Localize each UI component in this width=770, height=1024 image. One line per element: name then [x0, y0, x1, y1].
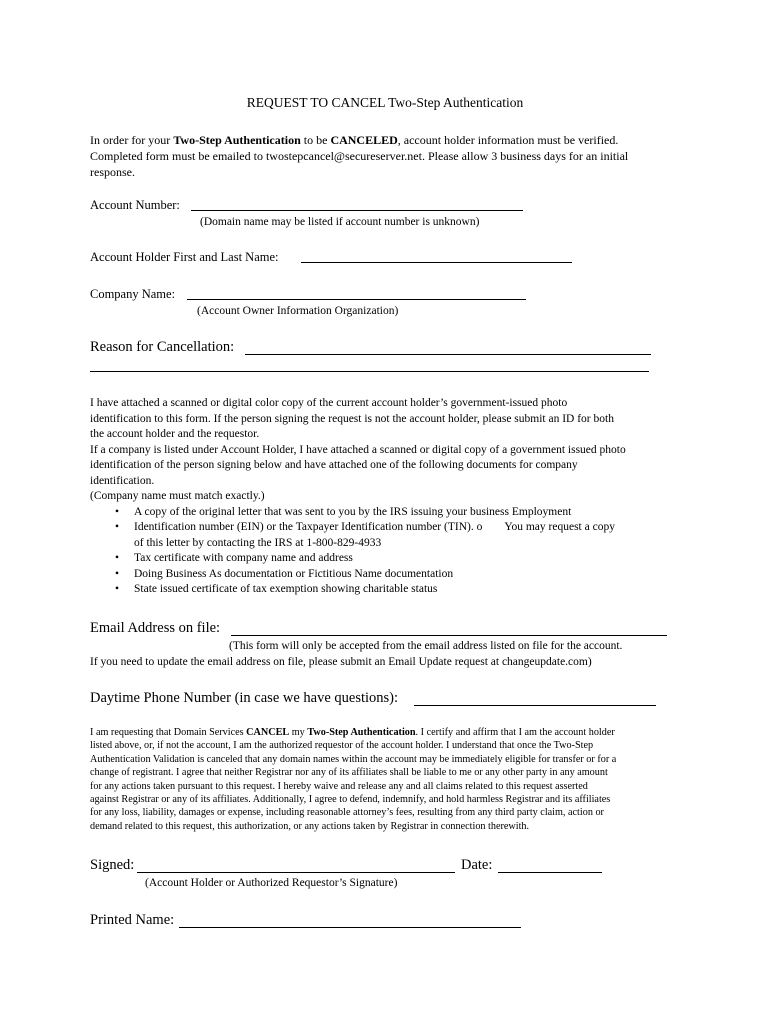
phone-label: Daytime Phone Number (in case we have questions): — [90, 690, 399, 706]
email-label: Email Address on file: — [90, 620, 221, 636]
reason-field-line-2[interactable] — [90, 371, 649, 372]
intro-line-3: response. — [90, 165, 135, 179]
email-update-note: If you need to update the email address on file, please submit an Email Update request at changeupdate.com) — [90, 656, 592, 668]
id-section — [90, 396, 626, 598]
list-item: • A copy of the original letter that was sent to you by the IRS issuing your business Employment — [115, 505, 572, 518]
holder-name-field[interactable] — [301, 262, 572, 263]
company-name-label: Company Name: — [90, 287, 176, 301]
intro-paragraph — [90, 132, 628, 180]
list-item: • Identification number (EIN) or the Taxpayer Identification number (TIN). o You may request a copy — [115, 521, 615, 533]
list-item: • State issued certificate of tax exemption showing charitable status — [115, 583, 438, 595]
date-label: Date: — [461, 857, 493, 873]
reason-field-line-1[interactable] — [245, 354, 651, 355]
account-number-field[interactable] — [191, 210, 523, 211]
company-docs-list — [90, 505, 626, 598]
id-line-5: identification of the person signing below and have attached one of the following documents for company — [90, 459, 578, 471]
signed-label: Signed: — [90, 857, 135, 873]
id-line-1: I have attached a scanned or digital color copy of the current account holder’s government-issued photo — [90, 397, 568, 409]
id-line-6: identification. — [90, 474, 155, 487]
email-field[interactable] — [231, 635, 667, 636]
intro-line-1: In order for your Two-Step Authentication to be CANCELED, account holder information must be verified. — [90, 133, 619, 147]
list-item: • Tax certificate with company name and address — [115, 552, 353, 564]
terms-line-6: against Registrar or any of its affiliates. Additionally, I agree to defend, indemnify, and hold harmless Registrar and its affiliates — [90, 794, 611, 806]
intro-line-2: Completed form must be emailed to twostepcancel@secureserver.net. Please allow 3 business days for an initial — [90, 149, 629, 163]
list-item: • Doing Business As documentation or Fictitious Name documentation — [115, 567, 454, 580]
company-note: (Account Owner Information Organization) — [197, 305, 399, 317]
date-field[interactable] — [498, 872, 602, 873]
company-name-field[interactable] — [187, 299, 526, 300]
id-line-2: identification to this form. If the person signing the request is not the account holder, please submit an ID for both — [90, 412, 614, 425]
account-number-label: Account Number: — [90, 198, 180, 212]
terms-line-7: for any loss, liability, damages or expense, including reasonable attorney’s fees, resulting from any third party claim, action or — [90, 807, 604, 819]
terms-line-8: demand related to this request, this authorization, or any actions taken by Registrar in connection therewith. — [90, 820, 530, 832]
printed-name-label: Printed Name: — [90, 912, 175, 928]
reason-label: Reason for Cancellation: — [90, 339, 235, 355]
signature-note: (Account Holder or Authorized Requestor’s Signature) — [145, 877, 398, 889]
signature-field[interactable] — [137, 872, 455, 873]
email-note: (This form will only be accepted from the email address listed on file for the account. — [229, 640, 623, 652]
id-line-3: the account holder and the requestor. — [90, 428, 260, 440]
id-line-7: (Company name must match exactly.) — [90, 490, 265, 502]
terms-paragraph — [90, 726, 616, 833]
terms-line-3: Authentication Validation is canceled that any domain names within the account may be immediately eligible for transfer or for a — [90, 753, 617, 765]
terms-line-1: I am requesting that Domain Services CANCEL my Two-Step Authentication. I certify and affirm that I am the account holder — [90, 727, 615, 738]
account-number-note: (Domain name may be listed if account number is unknown) — [200, 216, 480, 228]
terms-line-2: listed above, or, if not the account, I am the authorized requestor of the account holder. I understand that once the Two-Step — [90, 740, 594, 752]
phone-field[interactable] — [414, 705, 656, 706]
id-line-4: If a company is listed under Account Holder, I have attached a scanned or digital copy of a government issued photo — [90, 443, 626, 456]
printed-name-field[interactable] — [179, 927, 521, 928]
page-title: REQUEST TO CANCEL Two-Step Authentication — [246, 95, 524, 110]
list-item-continuation: of this letter by contacting the IRS at 1-800-829-4933 — [134, 536, 382, 549]
terms-line-5: for any actions taken pursuant to this request. I hereby waive and release any and all claims related to this request asserted — [90, 780, 588, 792]
holder-name-label: Account Holder First and Last Name: — [90, 250, 279, 264]
terms-line-4: change of registrant. I agree that neither Registrar nor any of its affiliates shall be liable to me or any other party in any amount — [90, 767, 608, 779]
